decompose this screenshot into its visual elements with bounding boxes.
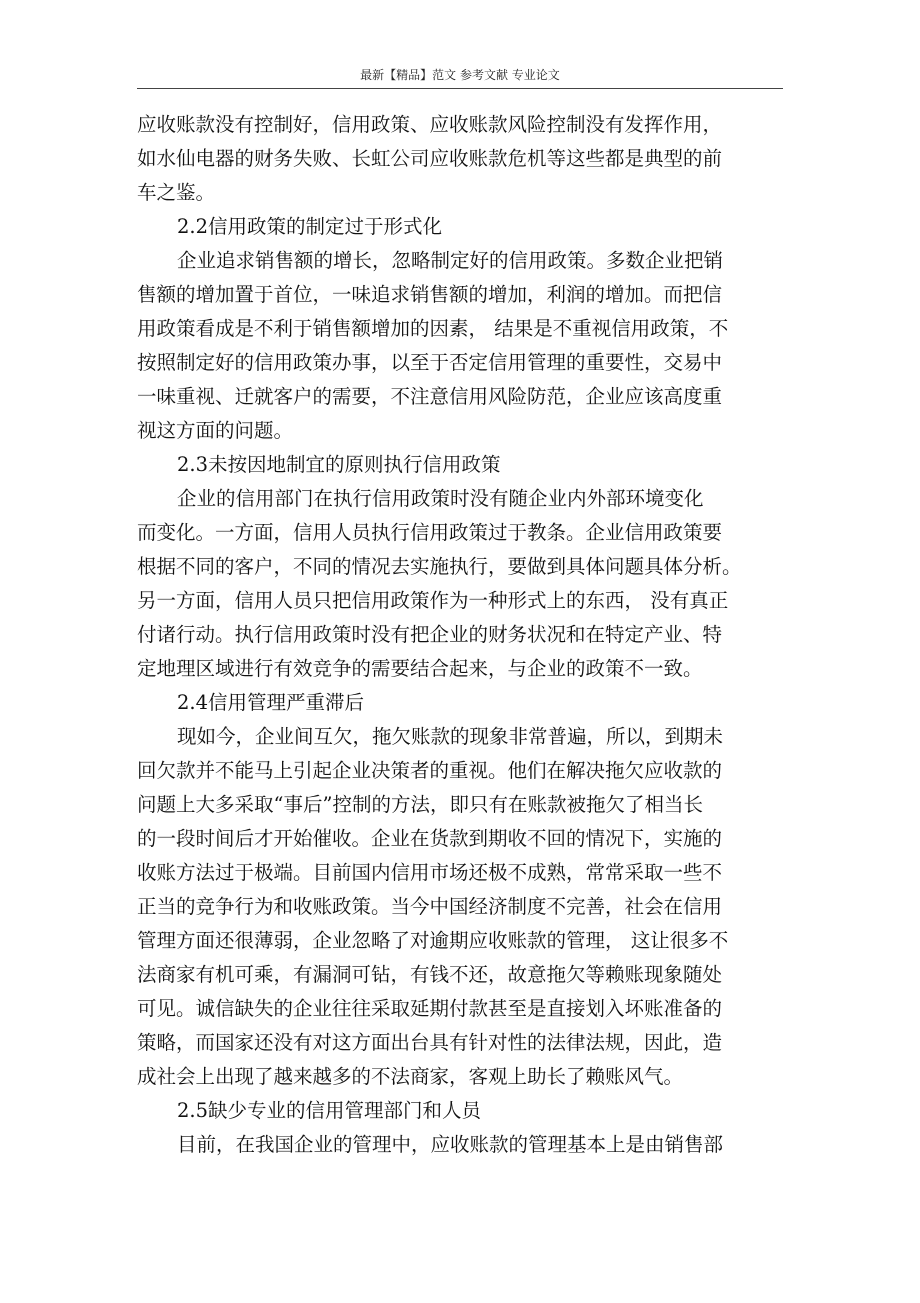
text-line: 现如今，企业间互欠，拖欠账款的现象非常普遍，所以，到期未	[177, 725, 724, 748]
text-line: 售额的增加置于首位，一味追求销售额的增加，利润的增加。而把信	[137, 283, 723, 306]
header-text: 最新【精品】范文 参考文献 专业论文	[360, 68, 560, 82]
text-line: 应收账款没有控制好，信用政策、应收账款风险控制没有发挥作用，	[137, 113, 723, 136]
section-heading: 2.3未按因地制宜的原则执行信用政策	[177, 453, 501, 476]
text-line: 回欠款并不能马上引起企业决策者的重视。他们在解决拖欠应收款的	[137, 759, 723, 782]
text-line: 另一方面，信用人员只把信用政策作为一种形式上的东西， 没有真正	[137, 589, 729, 612]
text-line: 正当的竞争行为和收账政策。当今中国经济制度不完善，社会在信用	[137, 895, 723, 918]
text-line: 的一段时间后才开始催收。企业在货款到期收不回的情况下，实施的	[137, 827, 723, 850]
text-line: 管理方面还很薄弱，企业忽略了对逾期应收账款的管理， 这让很多不	[137, 929, 729, 952]
text-line: 企业的信用部门在执行信用政策时没有随企业内外部环境变化	[177, 487, 704, 510]
text-line: 问题上大多采取“事后”控制的方法，即只有在账款被拖欠了相当长	[137, 793, 703, 816]
text-line: 根据不同的客户，不同的情况去实施执行，要做到具体问题具体分析。	[137, 555, 742, 578]
text-line: 定地理区域进行有效竞争的需要结合起来，与企业的政策不一致。	[137, 657, 703, 680]
text-line: 车之鉴。	[137, 181, 216, 204]
text-line: 按照制定好的信用政策办事，以至于否定信用管理的重要性，交易中	[137, 351, 723, 374]
section-heading: 2.2信用政策的制定过于形式化	[177, 215, 443, 238]
page-header	[137, 66, 783, 89]
text-line: 法商家有机可乘，有漏洞可钻，有钱不还，故意拖欠等赖账现象随处	[137, 963, 723, 986]
text-line: 如水仙电器的财务失败、长虹公司应收账款危机等这些都是典型的前	[137, 147, 723, 170]
text-line: 可见。诚信缺失的企业往往采取延期付款甚至是直接划入坏账准备的	[137, 997, 723, 1020]
text-line: 而变化。一方面，信用人员执行信用政策过于教条。企业信用政策要	[137, 521, 723, 544]
text-line: 成社会上出现了越来越多的不法商家，客观上助长了赖账风气。	[137, 1065, 684, 1088]
text-line: 目前，在我国企业的管理中，应收账款的管理基本上是由销售部	[177, 1133, 724, 1156]
document-body	[137, 108, 747, 1162]
text-line: 企业追求销售额的增长，忽略制定好的信用政策。多数企业把销	[177, 249, 724, 272]
text-line: 策略，而国家还没有对这方面出台具有针对性的法律法规，因此，造	[137, 1031, 723, 1054]
text-line: 收账方法过于极端。目前国内信用市场还极不成熟，常常采取一些不	[137, 861, 723, 884]
section-heading: 2.5缺少专业的信用管理部门和人员	[177, 1099, 482, 1122]
text-line: 视这方面的问题。	[137, 419, 294, 442]
text-line: 付诸行动。执行信用政策时没有把企业的财务状况和在特定产业、特	[137, 623, 723, 646]
text-line: 一味重视、迁就客户的需要，不注意信用风险防范，企业应该高度重	[137, 385, 723, 408]
text-line: 用政策看成是不利于销售额增加的因素， 结果是不重视信用政策，不	[137, 317, 729, 340]
section-heading: 2.4信用管理严重滞后	[177, 691, 365, 714]
